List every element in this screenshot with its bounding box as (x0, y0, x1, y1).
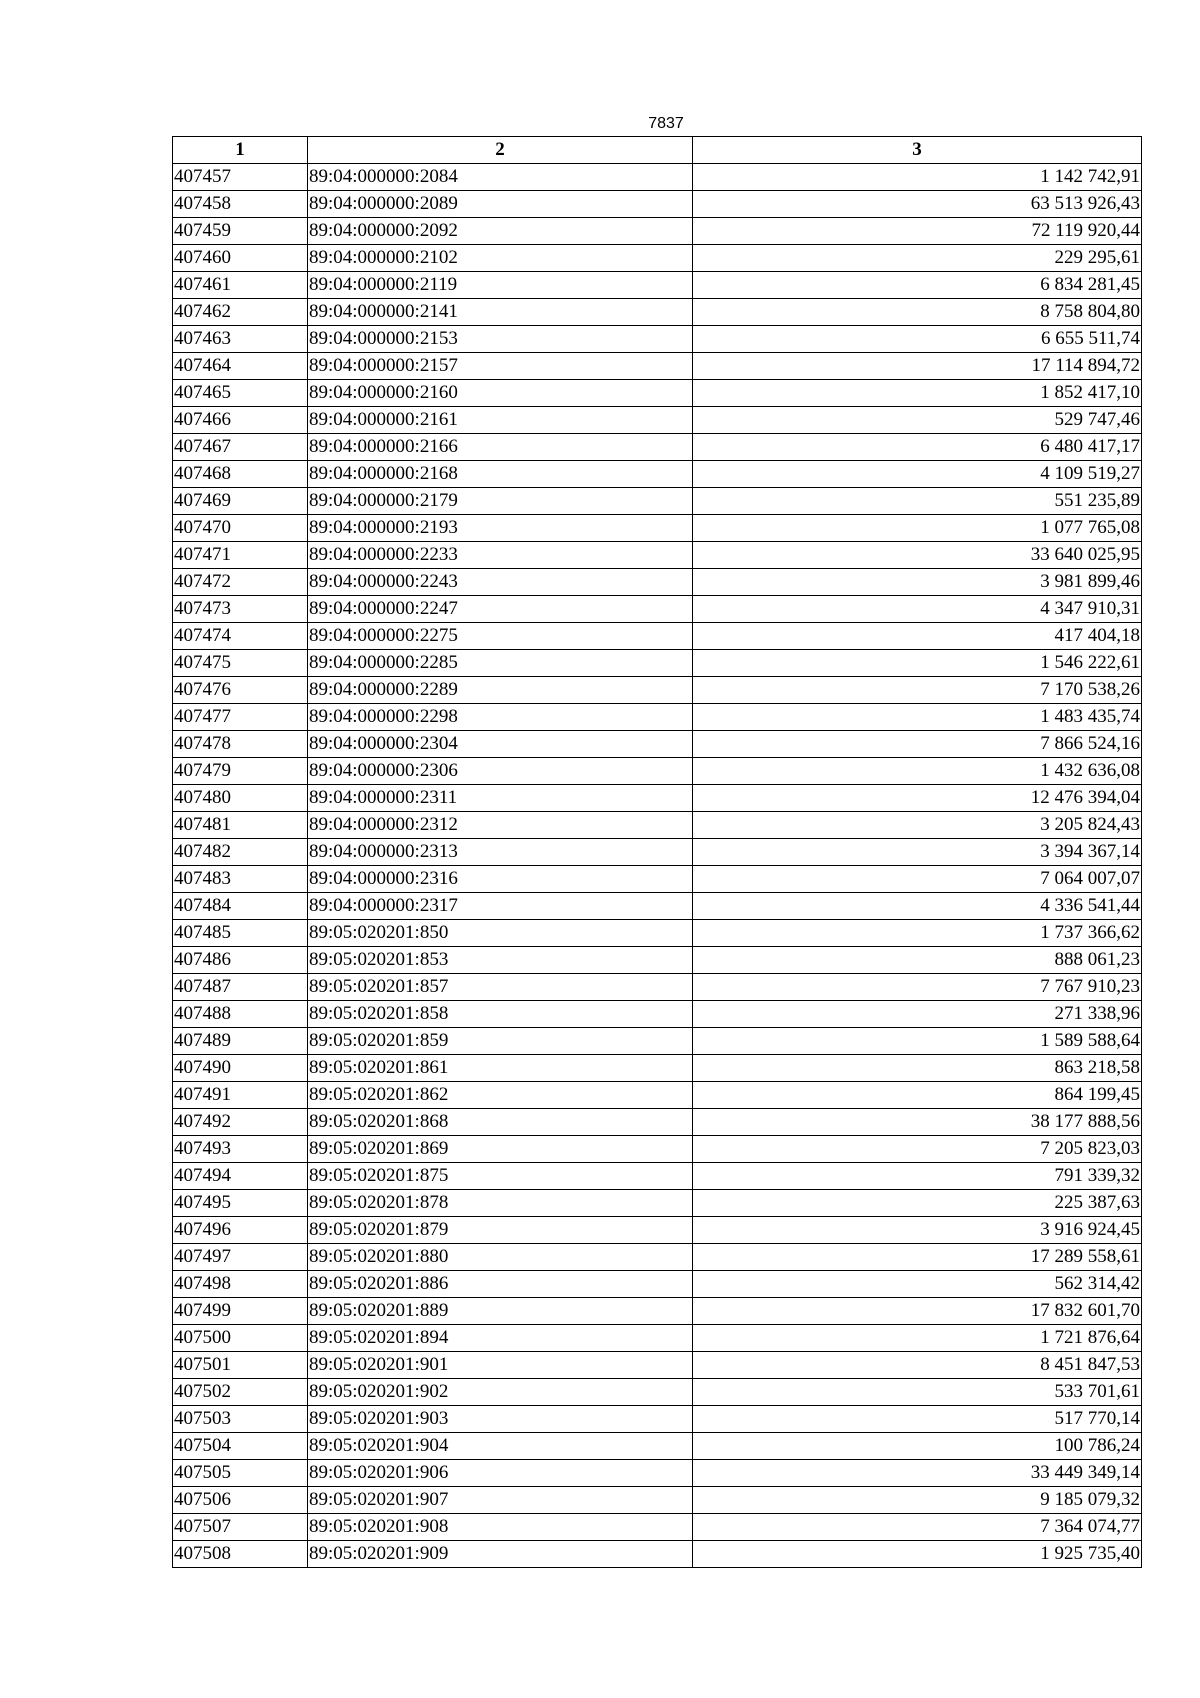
cadastral-number-cell: 89:04:000000:2289 (308, 677, 693, 704)
row-number-cell: 407470 (173, 515, 308, 542)
table-body (173, 164, 1142, 1568)
value-cell: 551 235,89 (693, 488, 1142, 515)
row-number-cell: 407476 (173, 677, 308, 704)
cadastral-number-cell: 89:05:020201:858 (308, 1001, 693, 1028)
value-cell: 8 451 847,53 (693, 1352, 1142, 1379)
value-cell: 1 589 588,64 (693, 1028, 1142, 1055)
cadastral-number-cell: 89:04:000000:2179 (308, 488, 693, 515)
value-cell: 7 170 538,26 (693, 677, 1142, 704)
cadastral-number-cell: 89:04:000000:2313 (308, 839, 693, 866)
table-row (173, 407, 1142, 434)
cadastral-number-cell: 89:05:020201:889 (308, 1298, 693, 1325)
value-cell: 4 347 910,31 (693, 596, 1142, 623)
row-number-cell: 407495 (173, 1190, 308, 1217)
table-row (173, 488, 1142, 515)
cadastral-number-cell: 89:04:000000:2153 (308, 326, 693, 353)
cadastral-number-cell: 89:05:020201:880 (308, 1244, 693, 1271)
table-row (173, 1406, 1142, 1433)
row-number-cell: 407508 (173, 1541, 308, 1568)
row-number-cell: 407472 (173, 569, 308, 596)
value-cell: 17 832 601,70 (693, 1298, 1142, 1325)
value-cell: 791 339,32 (693, 1163, 1142, 1190)
table-row (173, 596, 1142, 623)
table-row (173, 272, 1142, 299)
value-cell: 533 701,61 (693, 1379, 1142, 1406)
table-row (173, 623, 1142, 650)
table-row (173, 380, 1142, 407)
row-number-cell: 407484 (173, 893, 308, 920)
value-cell: 33 449 349,14 (693, 1460, 1142, 1487)
cadastral-number-cell: 89:04:000000:2141 (308, 299, 693, 326)
value-cell: 72 119 920,44 (693, 218, 1142, 245)
table-row (173, 299, 1142, 326)
value-cell: 100 786,24 (693, 1433, 1142, 1460)
table-row (173, 866, 1142, 893)
table-row (173, 947, 1142, 974)
row-number-cell: 407494 (173, 1163, 308, 1190)
row-number-cell: 407458 (173, 191, 308, 218)
cadastral-number-cell: 89:05:020201:862 (308, 1082, 693, 1109)
value-cell: 7 064 007,07 (693, 866, 1142, 893)
value-cell: 17 114 894,72 (693, 353, 1142, 380)
table-row (173, 353, 1142, 380)
column-header-1: 1 (173, 137, 308, 164)
cadastral-number-cell: 89:04:000000:2243 (308, 569, 693, 596)
value-cell: 4 336 541,44 (693, 893, 1142, 920)
cadastral-number-cell: 89:04:000000:2312 (308, 812, 693, 839)
value-cell: 6 480 417,17 (693, 434, 1142, 461)
cadastral-number-cell: 89:04:000000:2316 (308, 866, 693, 893)
row-number-cell: 407469 (173, 488, 308, 515)
value-cell: 17 289 558,61 (693, 1244, 1142, 1271)
page-number: 7837 (648, 115, 684, 132)
table-row (173, 1433, 1142, 1460)
value-cell: 4 109 519,27 (693, 461, 1142, 488)
value-cell: 1 721 876,64 (693, 1325, 1142, 1352)
cadastral-number-cell: 89:05:020201:894 (308, 1325, 693, 1352)
column-header-3: 3 (693, 137, 1142, 164)
row-number-cell: 407500 (173, 1325, 308, 1352)
table-row (173, 191, 1142, 218)
cadastral-number-cell: 89:05:020201:906 (308, 1460, 693, 1487)
row-number-cell: 407501 (173, 1352, 308, 1379)
row-number-cell: 407459 (173, 218, 308, 245)
value-cell: 229 295,61 (693, 245, 1142, 272)
cadastral-number-cell: 89:04:000000:2285 (308, 650, 693, 677)
table-row (173, 1514, 1142, 1541)
cadastral-number-cell: 89:04:000000:2161 (308, 407, 693, 434)
table-row (173, 218, 1142, 245)
table-row (173, 1325, 1142, 1352)
cadastral-number-cell: 89:05:020201:903 (308, 1406, 693, 1433)
cadastral-number-cell: 89:05:020201:878 (308, 1190, 693, 1217)
row-number-cell: 407468 (173, 461, 308, 488)
row-number-cell: 407505 (173, 1460, 308, 1487)
row-number-cell: 407492 (173, 1109, 308, 1136)
value-cell: 7 767 910,23 (693, 974, 1142, 1001)
value-cell: 1 546 222,61 (693, 650, 1142, 677)
row-number-cell: 407486 (173, 947, 308, 974)
cadastral-number-cell: 89:04:000000:2193 (308, 515, 693, 542)
row-number-cell: 407497 (173, 1244, 308, 1271)
table-row (173, 245, 1142, 272)
row-number-cell: 407490 (173, 1055, 308, 1082)
cadastral-number-cell: 89:05:020201:875 (308, 1163, 693, 1190)
cadastral-number-cell: 89:05:020201:879 (308, 1217, 693, 1244)
value-cell: 1 925 735,40 (693, 1541, 1142, 1568)
table-row (173, 164, 1142, 191)
table-row (173, 1460, 1142, 1487)
row-number-cell: 407478 (173, 731, 308, 758)
row-number-cell: 407465 (173, 380, 308, 407)
table-row (173, 785, 1142, 812)
row-number-cell: 407461 (173, 272, 308, 299)
value-cell: 7 205 823,03 (693, 1136, 1142, 1163)
cadastral-number-cell: 89:04:000000:2160 (308, 380, 693, 407)
row-number-cell: 407463 (173, 326, 308, 353)
cadastral-number-cell: 89:05:020201:861 (308, 1055, 693, 1082)
row-number-cell: 407493 (173, 1136, 308, 1163)
value-cell: 225 387,63 (693, 1190, 1142, 1217)
table-row (173, 1541, 1142, 1568)
cadastral-number-cell: 89:04:000000:2304 (308, 731, 693, 758)
table-row (173, 461, 1142, 488)
value-cell: 9 185 079,32 (693, 1487, 1142, 1514)
value-cell: 3 394 367,14 (693, 839, 1142, 866)
value-cell: 529 747,46 (693, 407, 1142, 434)
table-row (173, 1217, 1142, 1244)
row-number-cell: 407462 (173, 299, 308, 326)
table-row (173, 758, 1142, 785)
value-cell: 417 404,18 (693, 623, 1142, 650)
cadastral-number-cell: 89:05:020201:904 (308, 1433, 693, 1460)
cadastral-number-cell: 89:05:020201:869 (308, 1136, 693, 1163)
row-number-cell: 407489 (173, 1028, 308, 1055)
column-header-2: 2 (308, 137, 693, 164)
table-row (173, 650, 1142, 677)
row-number-cell: 407503 (173, 1406, 308, 1433)
table-row (173, 434, 1142, 461)
row-number-cell: 407473 (173, 596, 308, 623)
row-number-cell: 407466 (173, 407, 308, 434)
table-header-row (173, 137, 1142, 164)
value-cell: 1 077 765,08 (693, 515, 1142, 542)
cadastral-number-cell: 89:04:000000:2084 (308, 164, 693, 191)
table-row (173, 542, 1142, 569)
cadastral-number-cell: 89:04:000000:2317 (308, 893, 693, 920)
table-row (173, 1163, 1142, 1190)
value-cell: 271 338,96 (693, 1001, 1142, 1028)
row-number-cell: 407480 (173, 785, 308, 812)
cadastral-number-cell: 89:04:000000:2311 (308, 785, 693, 812)
value-cell: 1 142 742,91 (693, 164, 1142, 191)
table-row (173, 1109, 1142, 1136)
table-row (173, 1379, 1142, 1406)
table-row (173, 893, 1142, 920)
table-row (173, 1082, 1142, 1109)
value-cell: 888 061,23 (693, 947, 1142, 974)
table-row (173, 704, 1142, 731)
row-number-cell: 407498 (173, 1271, 308, 1298)
table-row (173, 731, 1142, 758)
table-row (173, 812, 1142, 839)
cadastral-number-cell: 89:05:020201:907 (308, 1487, 693, 1514)
value-cell: 1 432 636,08 (693, 758, 1142, 785)
table-row (173, 1055, 1142, 1082)
row-number-cell: 407488 (173, 1001, 308, 1028)
value-cell: 3 916 924,45 (693, 1217, 1142, 1244)
table-row (173, 839, 1142, 866)
row-number-cell: 407502 (173, 1379, 308, 1406)
row-number-cell: 407485 (173, 920, 308, 947)
cadastral-number-cell: 89:05:020201:853 (308, 947, 693, 974)
table-row (173, 1487, 1142, 1514)
cadastral-number-cell: 89:04:000000:2275 (308, 623, 693, 650)
cadastral-number-cell: 89:04:000000:2168 (308, 461, 693, 488)
cadastral-number-cell: 89:05:020201:902 (308, 1379, 693, 1406)
row-number-cell: 407477 (173, 704, 308, 731)
data-table (172, 136, 1142, 1568)
table-row (173, 677, 1142, 704)
value-cell: 6 834 281,45 (693, 272, 1142, 299)
row-number-cell: 407457 (173, 164, 308, 191)
row-number-cell: 407506 (173, 1487, 308, 1514)
cadastral-number-cell: 89:04:000000:2119 (308, 272, 693, 299)
row-number-cell: 407496 (173, 1217, 308, 1244)
cadastral-number-cell: 89:05:020201:868 (308, 1109, 693, 1136)
value-cell: 7 866 524,16 (693, 731, 1142, 758)
table-row (173, 1001, 1142, 1028)
table-row (173, 1352, 1142, 1379)
row-number-cell: 407482 (173, 839, 308, 866)
cadastral-number-cell: 89:04:000000:2102 (308, 245, 693, 272)
table-row (173, 326, 1142, 353)
value-cell: 1 483 435,74 (693, 704, 1142, 731)
cadastral-number-cell: 89:05:020201:850 (308, 920, 693, 947)
cadastral-number-cell: 89:05:020201:859 (308, 1028, 693, 1055)
value-cell: 7 364 074,77 (693, 1514, 1142, 1541)
value-cell: 517 770,14 (693, 1406, 1142, 1433)
row-number-cell: 407464 (173, 353, 308, 380)
row-number-cell: 407504 (173, 1433, 308, 1460)
cadastral-number-cell: 89:05:020201:886 (308, 1271, 693, 1298)
value-cell: 1 737 366,62 (693, 920, 1142, 947)
cadastral-number-cell: 89:04:000000:2306 (308, 758, 693, 785)
cadastral-number-cell: 89:05:020201:901 (308, 1352, 693, 1379)
cadastral-number-cell: 89:04:000000:2089 (308, 191, 693, 218)
table-row (173, 1028, 1142, 1055)
table-row (173, 1244, 1142, 1271)
value-cell: 863 218,58 (693, 1055, 1142, 1082)
value-cell: 8 758 804,80 (693, 299, 1142, 326)
value-cell: 562 314,42 (693, 1271, 1142, 1298)
table-row (173, 920, 1142, 947)
table-row (173, 974, 1142, 1001)
value-cell: 1 852 417,10 (693, 380, 1142, 407)
value-cell: 6 655 511,74 (693, 326, 1142, 353)
cadastral-number-cell: 89:04:000000:2092 (308, 218, 693, 245)
cadastral-number-cell: 89:04:000000:2157 (308, 353, 693, 380)
table-row (173, 1271, 1142, 1298)
row-number-cell: 407467 (173, 434, 308, 461)
value-cell: 864 199,45 (693, 1082, 1142, 1109)
row-number-cell: 407507 (173, 1514, 308, 1541)
row-number-cell: 407479 (173, 758, 308, 785)
table-row (173, 1190, 1142, 1217)
cadastral-number-cell: 89:05:020201:857 (308, 974, 693, 1001)
value-cell: 63 513 926,43 (693, 191, 1142, 218)
value-cell: 3 205 824,43 (693, 812, 1142, 839)
row-number-cell: 407474 (173, 623, 308, 650)
cadastral-number-cell: 89:04:000000:2233 (308, 542, 693, 569)
value-cell: 38 177 888,56 (693, 1109, 1142, 1136)
value-cell: 33 640 025,95 (693, 542, 1142, 569)
value-cell: 12 476 394,04 (693, 785, 1142, 812)
cadastral-number-cell: 89:05:020201:908 (308, 1514, 693, 1541)
row-number-cell: 407499 (173, 1298, 308, 1325)
row-number-cell: 407491 (173, 1082, 308, 1109)
value-cell: 3 981 899,46 (693, 569, 1142, 596)
table-row (173, 569, 1142, 596)
row-number-cell: 407475 (173, 650, 308, 677)
cadastral-number-cell: 89:04:000000:2247 (308, 596, 693, 623)
table-row (173, 1136, 1142, 1163)
cadastral-number-cell: 89:05:020201:909 (308, 1541, 693, 1568)
cadastral-number-cell: 89:04:000000:2298 (308, 704, 693, 731)
table-row (173, 515, 1142, 542)
row-number-cell: 407460 (173, 245, 308, 272)
table-row (173, 1298, 1142, 1325)
row-number-cell: 407487 (173, 974, 308, 1001)
cadastral-number-cell: 89:04:000000:2166 (308, 434, 693, 461)
row-number-cell: 407483 (173, 866, 308, 893)
row-number-cell: 407481 (173, 812, 308, 839)
row-number-cell: 407471 (173, 542, 308, 569)
